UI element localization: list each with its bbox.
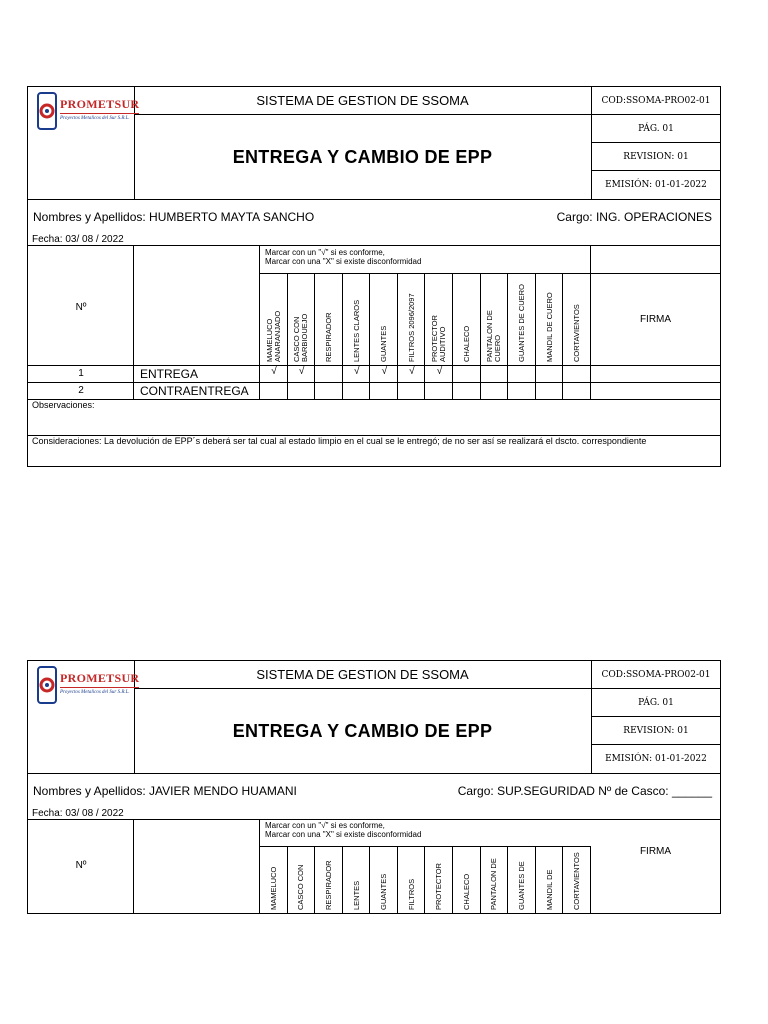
epp-column-label: ANARANJADO <box>272 310 282 362</box>
epp-column-label: PANTALON DE <box>485 310 495 362</box>
observaciones: Observaciones: <box>32 400 95 410</box>
row-1-mark-2: √ <box>298 366 305 377</box>
row-1-mark-5: √ <box>381 366 388 377</box>
employee-cargo: Cargo: ING. OPERACIONES <box>556 210 712 224</box>
document-title: ENTREGA Y CAMBIO DE EPP <box>134 115 592 199</box>
revision: REVISION: 01 <box>592 717 720 745</box>
gear-logo-icon <box>36 91 58 131</box>
epp-column-label: AUDITIVO <box>438 326 448 362</box>
instructions <box>265 821 421 839</box>
form-header <box>27 86 721 200</box>
brand-name: PROMETSUR <box>60 671 139 688</box>
epp-column-label: CHALECO <box>461 873 471 910</box>
epp-column-label: RESPIRADOR <box>323 860 333 910</box>
instruction-disconforme: Marcar con una "X" si existe disconformidad <box>265 257 422 266</box>
epp-column-label: CORTAVIENTOS <box>572 304 582 362</box>
epp-column-label: GUANTES <box>379 873 389 910</box>
page-number: PÁG. 01 <box>592 689 720 717</box>
row-1-number: 1 <box>78 368 84 379</box>
consideraciones: Consideraciones: La devolución de EPP´s deberá ser tal cual al estado limpio en el cual se le entregó; de no ser así se realizará el dscto. correspondiente <box>32 436 647 446</box>
document-title: ENTREGA Y CAMBIO DE EPP <box>134 689 592 773</box>
form-header <box>27 660 721 774</box>
employee-name: Nombres y Apellidos: JAVIER MENDO HUAMANI <box>33 784 297 798</box>
employee-cargo: Cargo: SUP.SEGURIDAD Nº de Casco: ______ <box>457 784 712 798</box>
epp-column-label: CHALECO <box>461 325 471 362</box>
document-code: COD:SSOMA-PRO02-01 <box>592 661 720 689</box>
emission-date: EMISIÓN: 01-01-2022 <box>605 754 707 764</box>
epp-column-label: CUERO <box>493 334 503 362</box>
document-code: COD:SSOMA-PRO02-01 <box>592 87 720 115</box>
row-1-mark-7: √ <box>436 366 443 377</box>
row-2-number: 2 <box>78 385 84 396</box>
epp-table <box>27 820 721 914</box>
instruction-conforme: Marcar con un "√" si es conforme, <box>265 821 385 830</box>
employee-name: Nombres y Apellidos: HUMBERTO MAYTA SANCHO <box>33 210 315 224</box>
row-1-mark-4: √ <box>353 366 360 377</box>
emission-date: EMISIÓN: 01-01-2022 <box>605 180 707 190</box>
system-title: SISTEMA DE GESTION DE SSOMA <box>134 87 592 115</box>
epp-column-label: RESPIRADOR <box>323 312 333 362</box>
brand-subtitle: Proyectos Metalicos del Sur S.R.L. <box>60 116 130 121</box>
revision: REVISION: 01 <box>592 143 720 171</box>
row-2-label: CONTRAENTREGA <box>140 384 249 398</box>
epp-column-label: MANDIL DE <box>544 869 554 910</box>
column-header-number: Nº <box>75 302 87 313</box>
col-label <box>134 820 260 913</box>
epp-column-label: LENTES CLAROS <box>351 299 361 362</box>
epp-form-1 <box>27 86 721 467</box>
brand-subtitle: Proyectos Metalicos del Sur S.R.L. <box>60 690 130 695</box>
epp-column-label: MAMELUCO <box>264 318 274 362</box>
column-header-firma: FIRMA <box>639 314 672 325</box>
page-number: PÁG. 01 <box>592 115 720 143</box>
gear-logo-icon <box>36 665 58 705</box>
epp-column-label: MANDIL DE CUERO <box>544 292 554 362</box>
row-1-mark-6: √ <box>409 366 415 377</box>
epp-column-label: CASCO CON <box>296 864 306 910</box>
instruction-conforme: Marcar con un "√" si es conforme, <box>265 248 385 257</box>
system-title: SISTEMA DE GESTION DE SSOMA <box>134 661 592 689</box>
epp-column-label: FILTROS <box>406 878 416 910</box>
epp-form-2 <box>27 660 721 914</box>
company-logo <box>28 661 140 773</box>
instructions-box <box>260 246 591 273</box>
company-logo <box>28 87 140 199</box>
column-header-number: Nº <box>75 860 87 871</box>
epp-column-label: FILTROS 2096/2097 <box>406 293 416 362</box>
epp-column-label: GUANTES DE CUERO <box>517 284 526 362</box>
instruction-disconforme: Marcar con una "X" si existe disconformidad <box>265 830 422 839</box>
epp-column-label: CORTAVIENTOS <box>572 852 582 910</box>
epp-column-label: PROTECTOR <box>434 863 444 910</box>
epp-column-label: GUANTES DE <box>517 861 526 910</box>
epp-column-label: PANTALON DE <box>489 858 499 910</box>
row-1-mark-1: √ <box>271 366 277 377</box>
epp-column-label: MAMELUCO <box>268 866 278 910</box>
epp-column-label: LENTES <box>351 880 361 910</box>
epp-column-label: PROTECTOR <box>430 315 440 362</box>
epp-column-label: GUANTES <box>379 325 389 362</box>
epp-table <box>27 246 721 467</box>
brand-name: PROMETSUR <box>60 97 139 114</box>
employee-info <box>27 774 721 820</box>
fecha: Fecha: 03/ 08 / 2022 <box>32 234 124 245</box>
column-header-firma: FIRMA <box>639 846 672 857</box>
employee-info <box>27 200 721 246</box>
row-1-label: ENTREGA <box>140 367 199 381</box>
fecha: Fecha: 03/ 08 / 2022 <box>32 808 124 819</box>
epp-column-label: CASCO CON <box>292 316 302 362</box>
epp-column-label: BARBIOUEJO <box>300 313 310 362</box>
